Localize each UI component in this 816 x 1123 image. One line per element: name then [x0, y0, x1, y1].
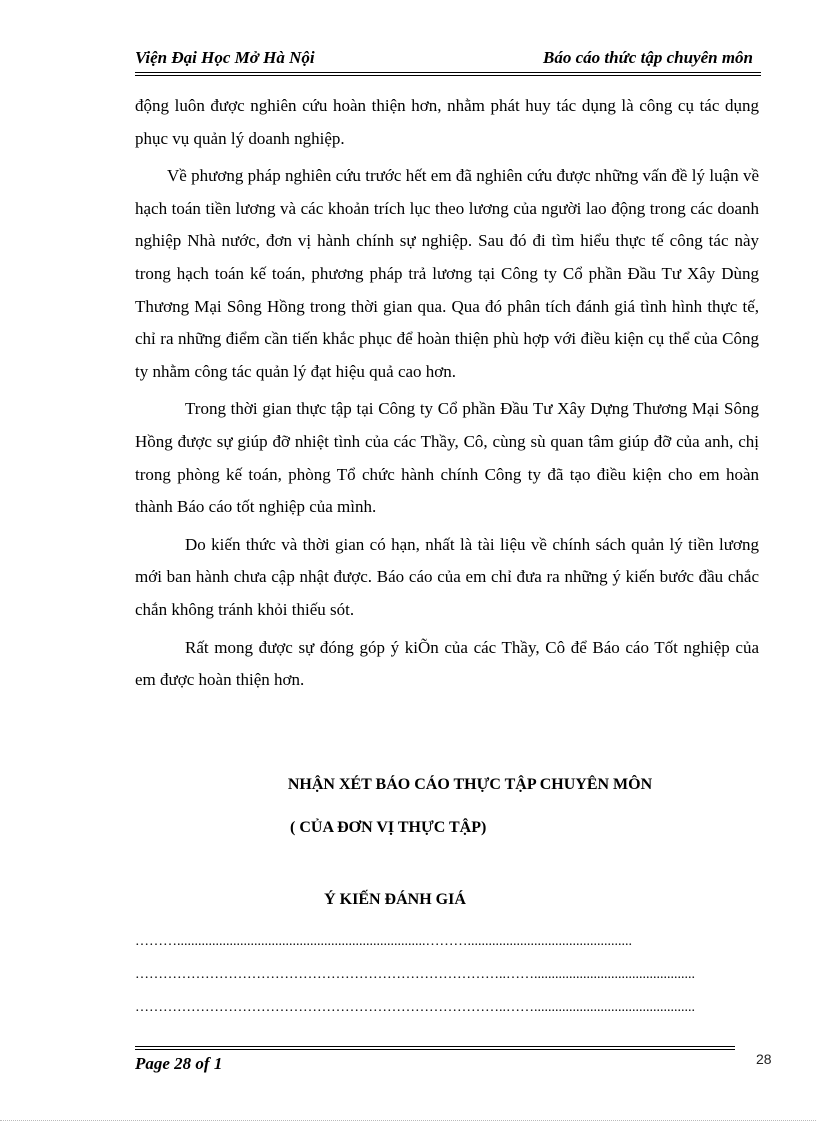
page-header: [135, 48, 761, 72]
section-title: NHẬN XÉT BÁO CÁO THỰC TẬP CHUYÊN MÔN: [287, 776, 653, 793]
section-subtitle: ( CỦA ĐƠN VỊ THỰC TẬP): [290, 819, 487, 836]
dotted-line-2: ……………………………………………………………………..……..............................................: [135, 967, 695, 982]
paragraph-5: Rất mong được sự đóng góp ý kiÕn của các Thầy, Cô để Báo cáo Tốt nghiệp của em được hoàn thiện hơn.: [135, 637, 759, 690]
paragraph-1: động luôn được nghiên cứu hoàn thiện hơn, nhằm phát huy tác dụng là công cụ tác dụng phục vụ quản lý doanh nghiệp.: [135, 96, 759, 148]
evaluation-heading: Ý KIẾN ĐÁNH GIÁ: [324, 891, 466, 908]
page-number: 28: [756, 1051, 772, 1067]
page-bottom-border: [0, 1120, 816, 1121]
dotted-line-1: ……….......................................................................………...............................................: [135, 934, 632, 949]
paragraph-3: Trong thời gian thực tập tại Công ty Cổ phần Đầu Tư Xây Dựng Thương Mại Sông Hồng được sự giúp đỡ nhiệt tình của các Thầy, Cô, cùng sù quan tâm giúp đỡ của anh, chị trong phòng kế toán, phòng Tổ chức hành chính Công ty đã tạo điều kiện cho em hoàn thành Báo cáo tốt nghiệp của mình.: [135, 399, 759, 517]
footer-divider: [135, 1046, 735, 1050]
header-institution: Viện Đại Học Mở Hà Nội: [135, 48, 315, 67]
header-report-title: Báo cáo thức tập chuyên môn: [543, 48, 753, 67]
paragraph-4: Do kiến thức và thời gian có hạn, nhất là tài liệu về chính sách quản lý tiền lương mới ban hành chưa cập nhật được. Báo cáo của em chỉ đưa ra những ý kiến bước đầu chắc chắn không tránh khỏi thiếu sót.: [135, 534, 759, 619]
header-divider: [135, 72, 761, 76]
footer-page-label: Page 28 of 1: [135, 1054, 223, 1073]
dotted-line-3: ……………………………………………………………………..……..............................................: [135, 1000, 695, 1015]
body-text: [135, 90, 759, 702]
paragraph-2: Về phương pháp nghiên cứu trước hết em đã nghiên cứu được những vấn đề lý luận về hạch toán tiền lương và các khoản trích lục theo lương của người lao động trong các doanh nghiệp Nhà nước, đơn vị hành chính sự nghiệp. Sau đó đi tìm hiểu thực tế công tác này trong hạch toán kế toán, phương pháp trả lương tại Công ty Cổ phần Đầu Tư Xây Dùng Thương Mại Sông Hồng trong thời gian qua. Qua đó phân tích đánh giá tình hình thực tế, chỉ ra những điểm cần tiến khắc phục để hoàn thiện phù hợp với điều kiện cụ thể của Công ty nhằm công tác quản lý đạt hiệu quả cao hơn.: [135, 166, 759, 381]
